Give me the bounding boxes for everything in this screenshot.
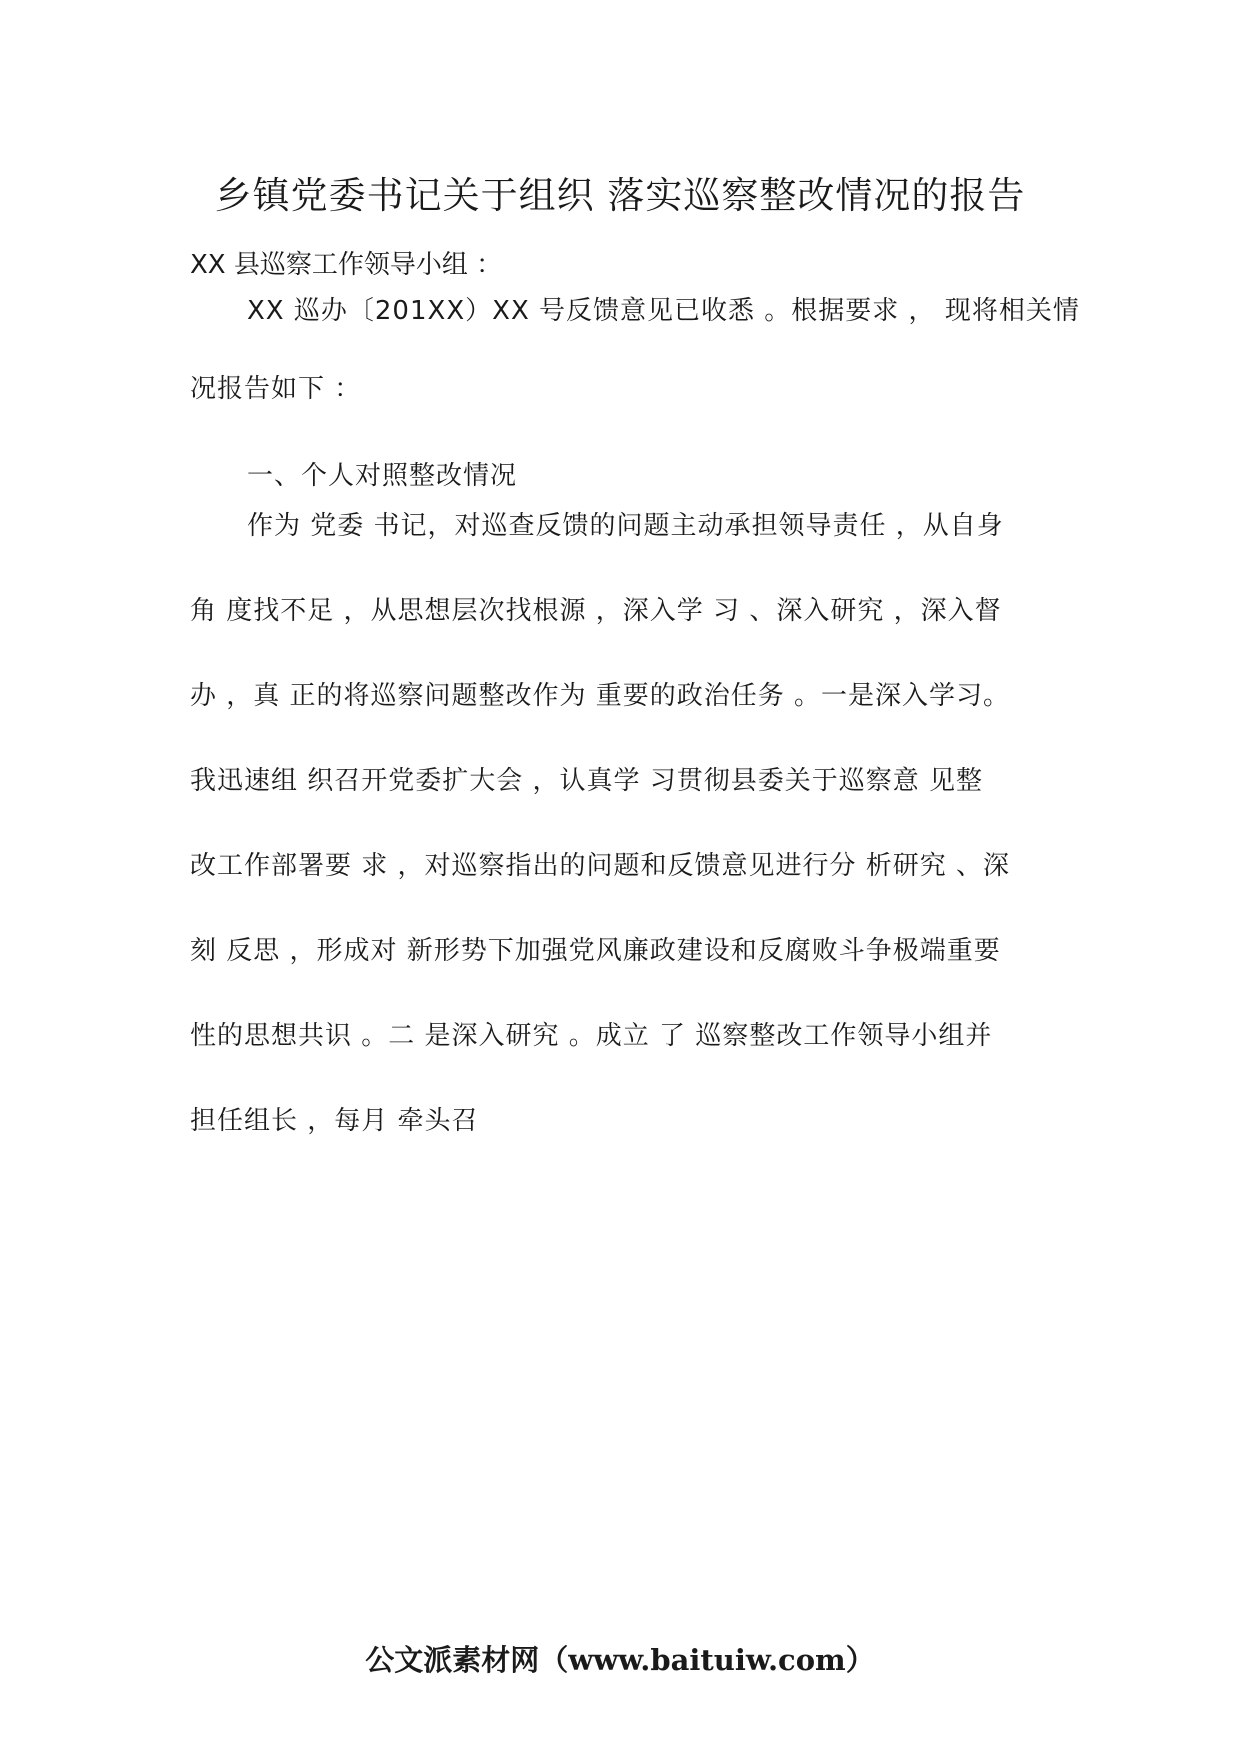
body-line: 况报告如下 ： xyxy=(190,374,362,404)
body-line: 担任组长 ，每月 牵头召 xyxy=(190,1106,479,1136)
document-title: 乡镇党委书记关于组织 落实巡察整改情况的报告 xyxy=(214,174,1026,217)
body-line: 刻 反思 ，形成对 新形势下加强党风廉政建设和反腐败斗争极端重要 xyxy=(190,936,1001,966)
footer-watermark: 公文派素材网（www.baituiw.com） xyxy=(365,1643,875,1677)
body-line: 我迅速组 织召开党委扩大会 ，认真学 习贯彻县委关于巡察意 见整 xyxy=(190,766,984,796)
body-line: 性的思想共识 。二 是深入研究 。成立 了 巡察整改工作领导小组并 xyxy=(190,1021,993,1051)
body-line: 角 度找不足 ，从思想层次找根源 ，深入学 习 、深入研究 ，深入督 xyxy=(190,596,1002,626)
body-line: 办 ，真 正的将巡察问题整改作为 重要的政治任务 。一是深入学习。 xyxy=(190,681,1011,711)
section-heading: 一、个人对照整改情况 xyxy=(247,461,518,491)
salutation: XX 县巡察工作领导小组 ： xyxy=(190,250,503,280)
body-line: 作为 党委 书记，对巡查反馈的问题主动承担领导责任 ，从自身 xyxy=(247,511,1004,541)
body-line: XX 巡办〔201XX）XX 号反馈意见已收悉 。根据要求 ， 现将相关情 xyxy=(247,296,1080,326)
body-line: 改工作部署要 求 ，对巡察指出的问题和反馈意见进行分 析研究 、深 xyxy=(190,851,1011,881)
